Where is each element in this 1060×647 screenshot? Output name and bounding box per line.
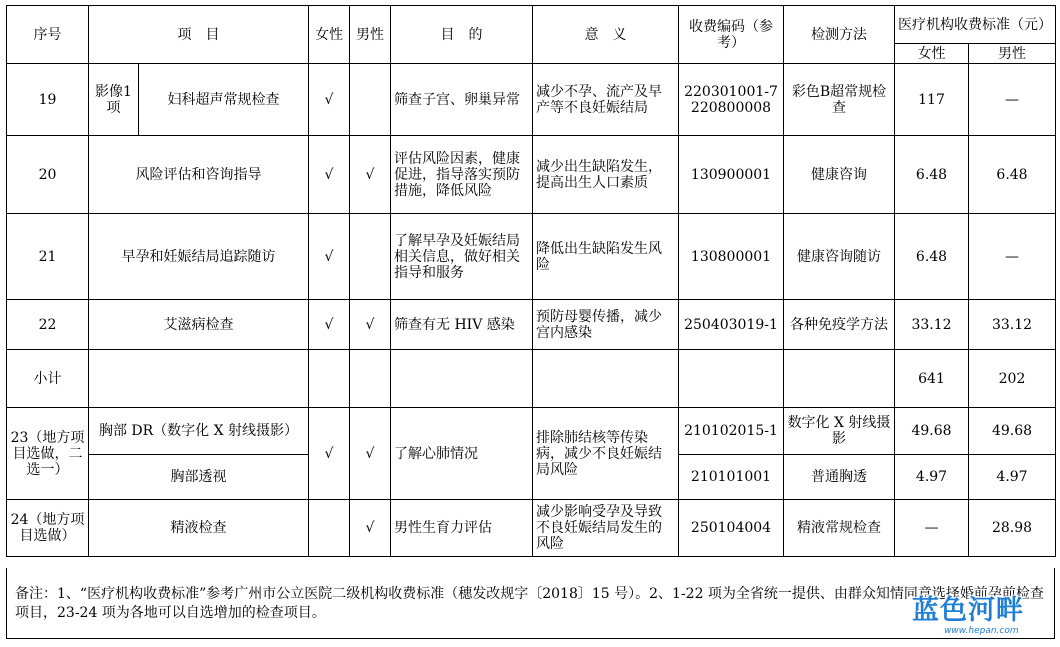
row-meaning: 减少出生缺陷发生，提高出生人口素质	[533, 136, 679, 214]
header-standard: 医疗机构收费标准（元）	[895, 6, 1056, 44]
header-item: 项 目	[89, 6, 309, 64]
row-female-mark: √	[309, 214, 350, 300]
row-method: 健康咨询随访	[784, 214, 895, 300]
table-row	[7, 64, 1056, 136]
header-std-female: 女性	[895, 44, 969, 64]
row-item-name: 风险评估和咨询指导	[89, 136, 309, 214]
row-seq: 20	[7, 136, 89, 214]
table-row	[7, 500, 1056, 557]
row-seq: 24（地方项目选做）	[7, 500, 89, 557]
row-fee-male: 4.97	[969, 455, 1056, 500]
row-meaning: 降低出生缺陷发生风险	[533, 214, 679, 300]
row-fee-male: —	[969, 64, 1056, 136]
row-fee-female: 117	[895, 64, 969, 136]
row-code: 130900001	[679, 136, 784, 214]
row-fee-female: —	[895, 500, 969, 557]
row-female-mark: √	[309, 136, 350, 214]
row-purpose: 男性生育力评估	[391, 500, 533, 557]
row-item-name: 胸部 DR（数字化 X 射线摄影）	[89, 408, 309, 455]
row-male-mark: √	[350, 300, 391, 350]
row-meaning: 减少影响受孕及导致不良妊娠结局发生的风险	[533, 500, 679, 557]
row-code: 250104004	[679, 500, 784, 557]
row-method: 彩色B超常规检查	[784, 64, 895, 136]
table-row	[7, 136, 1056, 214]
row-fee-male: 6.48	[969, 136, 1056, 214]
header-method: 检测方法	[784, 6, 895, 64]
row-male-mark	[350, 64, 391, 136]
row-fee-female: 49.68	[895, 408, 969, 455]
fee-table	[6, 5, 1056, 557]
row-category: 影像1项	[89, 64, 139, 136]
table-row	[7, 214, 1056, 300]
row-female-mark: √	[309, 300, 350, 350]
row-fee-female: 6.48	[895, 214, 969, 300]
row-male-mark	[350, 214, 391, 300]
subtotal-fee-female: 641	[895, 350, 969, 408]
row-purpose: 筛查子宫、卵巢异常	[391, 64, 533, 136]
row-method: 健康咨询	[784, 136, 895, 214]
row-item-name: 艾滋病检查	[89, 300, 309, 350]
row-item-name: 胸部透视	[89, 455, 309, 500]
table-row	[7, 300, 1056, 350]
row-fee-male: 49.68	[969, 408, 1056, 455]
row-seq: 19	[7, 64, 89, 136]
row-meaning: 预防母婴传播，减少宫内感染	[533, 300, 679, 350]
row-code: 130800001	[679, 214, 784, 300]
row-meaning: 减少不孕、流产及早产等不良妊娠结局	[533, 64, 679, 136]
subtotal-label: 小计	[7, 350, 89, 408]
row-male-mark: √	[350, 500, 391, 557]
row-male-mark: √	[350, 408, 391, 500]
row-method: 普通胸透	[784, 455, 895, 500]
watermark-logo	[910, 588, 1050, 638]
row-seq: 21	[7, 214, 89, 300]
row-fee-male: 33.12	[969, 300, 1056, 350]
header-code: 收费编码（参考）	[679, 6, 784, 64]
row-purpose: 评估风险因素，健康促进，指导落实预防措施，降低风险	[391, 136, 533, 214]
row-female-mark	[309, 500, 350, 557]
row-purpose: 了解早孕及妊娠结局相关信息，做好相关指导和服务	[391, 214, 533, 300]
row-code: 210101001	[679, 455, 784, 500]
watermark-brand: 蓝色河畔	[912, 595, 1024, 626]
row-item-name: 早孕和妊娠结局追踪随访	[89, 214, 309, 300]
row-item-name: 精液检查	[89, 500, 309, 557]
row-female-mark: √	[309, 64, 350, 136]
row-fee-male: —	[969, 214, 1056, 300]
row-item-name: 妇科超声常规检查	[139, 64, 309, 136]
row-fee-female: 33.12	[895, 300, 969, 350]
header-female: 女性	[309, 6, 350, 64]
row-purpose: 筛查有无 HIV 感染	[391, 300, 533, 350]
row-method: 各种免疫学方法	[784, 300, 895, 350]
header-seq: 序号	[7, 6, 89, 64]
subtotal-fee-male: 202	[969, 350, 1056, 408]
header-male: 男性	[350, 6, 391, 64]
row-fee-female: 4.97	[895, 455, 969, 500]
row-male-mark: √	[350, 136, 391, 214]
header-meaning: 意 义	[533, 6, 679, 64]
header-row	[7, 6, 1056, 44]
remarks-note: 备注：1、“医疗机构收费标准”参考广州市公立医院二级机构收费标准（穗发改规字〔2018〕15 号）。2、1-22 项为全省统一提供、由群众知情同意选择婚前孕前检查项目，23-24 项为各地可以自选增加的检查项目。	[6, 568, 1055, 639]
row-method: 精液常规检查	[784, 500, 895, 557]
row-seq: 23（地方项目选做，二选一）	[7, 408, 89, 500]
row-code: 250403019-1	[679, 300, 784, 350]
row-fee-female: 6.48	[895, 136, 969, 214]
header-purpose: 目 的	[391, 6, 533, 64]
row-meaning: 排除肺结核等传染病，减少不良妊娠结局风险	[533, 408, 679, 500]
subtotal-row	[7, 350, 1056, 408]
watermark-url: www.hepan.com	[944, 626, 1019, 636]
row-fee-male: 28.98	[969, 500, 1056, 557]
row-code: 220301001-7 220800008	[679, 64, 784, 136]
header-std-male: 男性	[969, 44, 1056, 64]
row-code: 210102015-1	[679, 408, 784, 455]
row-method: 数字化 X 射线摄影	[784, 408, 895, 455]
row-female-mark: √	[309, 408, 350, 500]
row-purpose: 了解心肺情况	[391, 408, 533, 500]
row-seq: 22	[7, 300, 89, 350]
table-row	[7, 408, 1056, 455]
